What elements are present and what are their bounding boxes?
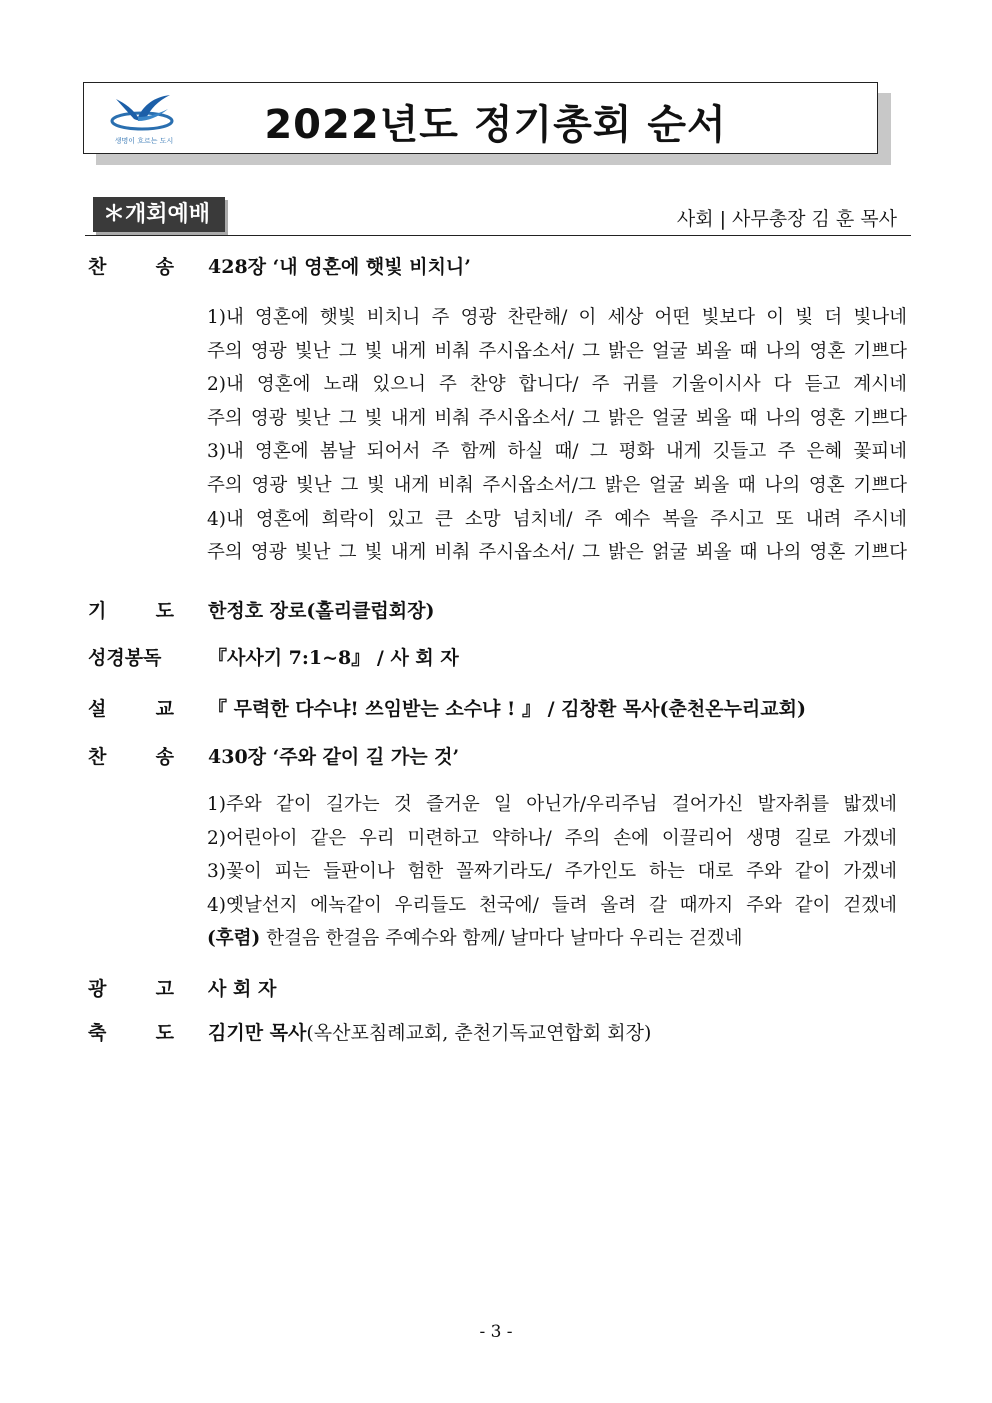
hymn1-title: 428장 ‘내 영혼에 햇빛 비치니’: [208, 256, 471, 278]
hymn2-lyrics: [207, 788, 897, 956]
lyric-line: 주의 영광 빛난 그 빛 내게 비춰 주시옵소서/ 그 밝은 얼굴 뵈올 때 나의 영혼 기쁘다: [207, 340, 907, 362]
label-char: 고: [155, 978, 174, 1000]
benediction-label: [88, 1018, 174, 1045]
label-char: 도: [155, 600, 174, 622]
announcements-label: [88, 974, 174, 1001]
label-char: 축: [88, 1022, 107, 1044]
scripture-label: 성경봉독: [88, 647, 162, 669]
benediction-affiliation: (옥산포침례교회, 춘천기독교연합회 회장): [306, 1022, 652, 1044]
label-char: 송: [155, 746, 174, 768]
lyric-line: 주의 영광 빛난 그 빛 내게 비춰 주시옵소서/ 그 밝은 얼굴 뵈올 때 나의 영혼 기쁘다: [207, 407, 907, 429]
chorus-tag: (후렴): [207, 928, 261, 950]
scripture-value: 『사사기 7:1~8』 / 사 회 자: [208, 647, 459, 669]
benediction-pastor: 김기만 목사: [208, 1022, 307, 1044]
hymn1-label: [88, 252, 174, 279]
page-title: 2022년도 정기총회 순서: [264, 102, 727, 148]
prayer-value: 한정호 장로(홀리클럽회장): [208, 600, 435, 622]
label-char: 찬: [88, 256, 107, 278]
lyric-line: 3)꽃이 피는 들판이나 험한 꼴짜기라도/ 주가인도 하는 대로 주와 같이 가겠네: [207, 861, 897, 883]
sermon-label: [88, 694, 174, 721]
lyric-line: 2)내 영혼에 노래 있으니 주 찬양 합니다/ 주 귀를 기울이시사 다 듣고 계시네: [207, 374, 907, 396]
hymn2-label: [88, 742, 174, 769]
section-label: ＊개회예배: [93, 197, 225, 232]
presider-text: 사회 | 사무총장 김 훈 목사: [676, 208, 897, 230]
label-char: 송: [155, 256, 174, 278]
lyric-line: 4)옛날선지 에녹같이 우리들도 천국에/ 들려 올려 갈 때까지 주와 같이 걷겠네: [207, 894, 897, 916]
lyric-line: 주의 영광 빛난 그 빛 내게 비춰 주시옵소서/그 밝은 얼굴 뵈올 때 나의 영혼 기쁘다: [207, 474, 907, 496]
lyric-line: 1)주와 같이 길가는 것 즐거운 일 아닌가/우리주님 걸어가신 발자취를 밟겠네: [207, 794, 897, 815]
lyric-line: 3)내 영혼에 봄날 되어서 주 함께 하실 때/ 그 평화 내게 깃들고 주 은혜 꽃피네: [207, 441, 907, 463]
lyric-line: 4)내 영혼에 희락이 있고 큰 소망 넘치네/ 주 예수 복을 주시고 또 내려 주시네: [207, 508, 907, 530]
lyric-chorus-line: [207, 922, 897, 956]
section-rule: [85, 235, 911, 236]
announcements-value: 사 회 자: [208, 978, 277, 1000]
prayer-label: [88, 596, 174, 623]
lyric-line: 1)내 영혼에 햇빛 비치니 주 영광 찬란해/ 이 세상 어떤 빛보다 이 빛 더 빛나네: [207, 307, 907, 328]
logo-caption: 생명이 흐르는 도시: [114, 137, 174, 145]
page-number: - 3 -: [479, 1322, 513, 1342]
hymn2-title: 430장 ‘주와 같이 길 가는 것’: [208, 746, 460, 768]
label-char: 광: [88, 978, 107, 1000]
label-char: 기: [88, 600, 107, 622]
benediction-value: [208, 1018, 651, 1045]
lyric-line: 2)어린아이 같은 우리 미련하고 약하나/ 주의 손에 이끌리어 생명 길로 가겠네: [207, 827, 897, 849]
hymn1-lyrics: [207, 301, 907, 570]
label-char: 교: [155, 698, 174, 720]
label-char: 도: [155, 1022, 174, 1044]
label-char: 찬: [88, 746, 107, 768]
lyric-line: 주의 영광 빛난 그 빛 내게 비춰 주시옵소서/ 그 밝은 얽굴 뵈올 때 나의 영혼 기쁘다: [207, 542, 907, 564]
title-box: [83, 82, 878, 154]
label-char: 설: [88, 698, 107, 720]
chorus-text: 한걸음 한걸음 주예수와 함께/ 날마다 날마다 우리는 걷겠네: [260, 928, 743, 950]
sermon-value: 『 무력한 다수냐! 쓰임받는 소수냐 ! 』 / 김창환 목사(춘천온누리교회): [208, 698, 806, 720]
